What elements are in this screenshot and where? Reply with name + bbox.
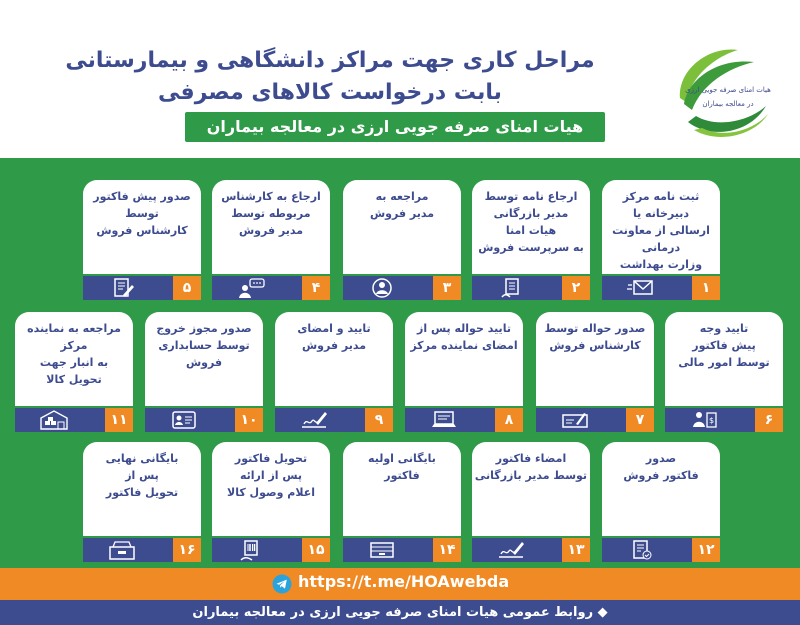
step-card-6 [665,312,783,432]
step-number: ۱۵ [302,538,330,562]
step-text-line: تایید و امضای [297,322,371,335]
step-text-line: بایگانی نهایی [105,452,179,465]
laptop-icon [429,409,459,431]
step-text-line: توسط حسابداری فروش [158,339,250,369]
step-footer [343,276,461,300]
sign-icon [299,409,329,431]
step-text [212,442,330,536]
step-card-8 [405,312,523,432]
step-card-16 [83,442,201,562]
step-text [275,312,393,406]
step-footer [212,538,330,562]
step-text-line: مدیر فروش [301,339,367,352]
logo-text-line2: در معالجه بیماران [702,100,754,108]
sign-icon [496,539,526,561]
step-number: ۳ [433,276,461,300]
step-text-line: اعلام وصول کالا [227,486,315,499]
step-footer [472,276,590,300]
step-text [145,312,263,406]
step-card-2 [472,180,590,300]
step-card-12 [602,442,720,562]
step-footer [602,276,720,300]
step-card-14 [343,442,461,562]
step-footer [472,538,590,562]
invoice-pen-icon [107,277,137,299]
step-number: ۱۳ [562,538,590,562]
step-footer [145,408,263,432]
step-text-line: به سرپرست فروش [478,241,584,254]
step-text [83,180,201,274]
telegram-icon[interactable] [272,574,292,594]
step-footer [83,276,201,300]
step-footer [405,408,523,432]
cheque-icon [560,409,590,431]
step-text [472,180,590,274]
step-text-line: توسط امور مالی [678,356,770,369]
step-card-10 [145,312,263,432]
step-text-line: فاکتور [384,469,420,482]
step-text-line: کارشناس فروش [549,339,641,352]
header [0,0,800,158]
step-number: ۷ [626,408,654,432]
step-text-line: پیش فاکتور [692,339,756,352]
mail-icon [626,277,656,299]
page-title-line2: بابت درخواست کالاهای مصرفی [158,80,502,105]
step-text-line: مدیر بازرگانی [493,207,569,220]
step-text-line: توسط [125,207,159,220]
step-text [343,442,461,536]
step-number: ۱۱ [105,408,133,432]
step-footer [275,408,393,432]
step-text-line: تایید حواله پس از [417,322,511,335]
step-text-line: صدور مجوز خروج [156,322,252,335]
archive-box-icon [107,539,137,561]
step-number: ۱۲ [692,538,720,562]
step-text-line: مدیر فروش [369,207,435,220]
step-card-1 [602,180,720,300]
step-text-line: به انبار جهت [39,356,109,369]
step-number: ۱۶ [173,538,201,562]
invoice-check-icon [626,539,656,561]
chat-person-icon [236,277,266,299]
step-text-line: پس از ارائه [239,469,303,482]
step-text-line: تحویل فاکتور [234,452,308,465]
step-text-line: بایگانی اولیه [368,452,436,465]
step-text-line: مربوطه توسط [231,207,311,220]
step-text-line: فاکتور فروش [623,469,699,482]
logo-text-line1: هیات امنای صرفه جویی ارزی [685,86,771,94]
svg-text:$: $ [708,416,715,425]
document-hand-icon [496,277,526,299]
step-text-line: ارسالی از معاونت درمانی [612,224,710,254]
step-text-line: توسط مدیر بازرگانی [474,469,588,482]
subtitle-banner: هیات امنای صرفه جویی ارزی در معالجه بیماران [185,112,605,142]
step-number: ۴ [302,276,330,300]
step-text [602,180,720,274]
folders-icon [367,539,397,561]
page-title-line1: مراحل کاری جهت مراکز دانشگاهی و بیمارستانی [65,48,595,73]
step-text-line: پس از [125,469,159,482]
step-text-line: مراجعه به نماینده مرکز [27,322,121,352]
step-text-line: امضاء فاکتور [495,452,567,465]
finance-icon [689,409,719,431]
step-text-line: تایید وجه [699,322,749,335]
step-footer [602,538,720,562]
step-text-line: ارجاع نامه توسط [484,190,578,203]
step-footer [83,538,201,562]
manager-icon [367,277,397,299]
step-number: ۱ [692,276,720,300]
step-text [405,312,523,406]
step-text [665,312,783,406]
step-card-3 [343,180,461,300]
step-number: ۲ [562,276,590,300]
step-text-line: ثبت نامه مرکز [622,190,700,203]
logo-icon [668,40,774,146]
step-text [15,312,133,406]
warehouse-icon [39,409,69,431]
step-footer [343,538,461,562]
step-text-line: تحویل کالا [46,373,102,386]
step-text-line: کارشناس فروش [96,224,188,237]
step-text-line: تحویل فاکتور [105,486,179,499]
step-card-4 [212,180,330,300]
organization-logo [668,40,774,146]
step-footer [665,408,783,432]
step-text-line: ارجاع به کارشناس [221,190,321,203]
step-footer [536,408,654,432]
step-footer [15,408,133,432]
step-text-line: صدور پیش فاکتور [93,190,191,203]
step-card-11 [15,312,133,432]
step-text-line: دبیرخانه یا [632,207,690,220]
step-text-line: مدیر فروش [238,224,304,237]
step-text [212,180,330,274]
footer-tagline: ◆ روابط عمومی هیات امنای صرفه جویی ارزی در معالجه بیماران [192,605,608,620]
step-text-line: صدور حواله توسط [544,322,646,335]
step-text-line: امضای نماینده مرکز [410,339,518,352]
barcode-hand-icon [236,539,266,561]
step-card-7 [536,312,654,432]
step-number: ۱۰ [235,408,263,432]
footer-tagline-bar [0,600,800,625]
step-text [472,442,590,536]
step-text [343,180,461,274]
step-footer [212,276,330,300]
step-number: ۸ [495,408,523,432]
step-text-line: وزارت بهداشت [619,258,703,271]
step-number: ۱۴ [433,538,461,562]
step-number: ۹ [365,408,393,432]
id-card-icon [169,409,199,431]
step-text [83,442,201,536]
step-card-13 [472,442,590,562]
step-card-5 [83,180,201,300]
telegram-link[interactable]: https://t.me/HOAwebda [298,572,510,591]
step-number: ۶ [755,408,783,432]
step-text-line: مراجعه به [375,190,429,203]
step-text-line: هیات امنا [505,224,557,237]
step-card-9 [275,312,393,432]
step-card-15 [212,442,330,562]
step-number: ۵ [173,276,201,300]
step-text-line: صدور [645,452,677,465]
step-text [536,312,654,406]
step-text [602,442,720,536]
